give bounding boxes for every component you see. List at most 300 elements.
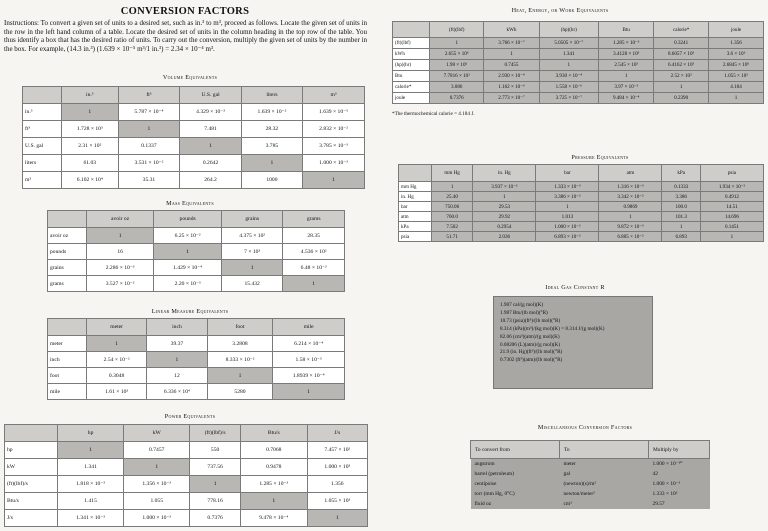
table-cell: 42: [649, 469, 710, 479]
table-cell: 1.356 × 10⁻³: [124, 476, 190, 493]
table-cell: 1: [662, 222, 700, 232]
table-cell: 3.97 × 10⁻³: [599, 82, 654, 93]
col-header: avoir oz: [87, 211, 154, 228]
table-cell: 61.03: [62, 155, 119, 172]
table-row: [393, 71, 764, 82]
table-cell: 5.0505 × 10⁻⁷: [539, 38, 599, 49]
col-header: inch: [147, 319, 207, 336]
col-header: liters: [241, 87, 302, 104]
corner-cell: [393, 22, 430, 38]
table-cell: 3.725 × 10⁻⁷: [539, 93, 599, 104]
table-row: [471, 469, 710, 479]
table-cell: 2.20 × 10⁻³: [154, 276, 222, 292]
table-cell: 1.728 × 10³: [62, 121, 119, 138]
table-cell: 1.162 × 10⁻⁶: [484, 82, 539, 93]
table-cell: 1.639 × 10⁻²: [241, 104, 302, 121]
table-row: [48, 384, 345, 400]
table-cell: 4.329 × 10⁻³: [180, 104, 241, 121]
misc-caption: Miscellaneous Conversion Factors: [537, 424, 633, 431]
linear-table: [47, 318, 345, 400]
row-header: calorie*: [393, 82, 430, 93]
col-header: hp: [58, 425, 124, 442]
table-row: [23, 155, 365, 172]
calorie-footnote: *The thermochemical calorie = 4.184 J.: [392, 111, 475, 117]
table-cell: 1: [599, 71, 654, 82]
table-cell: 2.54 × 10⁻²: [87, 352, 147, 368]
table-cell: (newton)(s)/m²: [560, 479, 649, 489]
corner-cell: [23, 87, 62, 104]
table-cell: 28.32: [241, 121, 302, 138]
row-header: foot: [48, 368, 87, 384]
col-header: in. Hg: [473, 165, 536, 182]
table-cell: 3.2808: [207, 336, 273, 352]
table-cell: 6.214 × 10⁻⁴: [273, 336, 345, 352]
table-cell: 6.336 × 10⁴: [147, 384, 207, 400]
col-header: mile: [273, 319, 345, 336]
table-cell: 3.937 × 10⁻²: [473, 182, 536, 192]
col-header: mm Hg: [432, 165, 473, 182]
table-cell: 1.341: [539, 49, 599, 60]
row-header: mile: [48, 384, 87, 400]
row-header: pounds: [48, 244, 87, 260]
table-cell: 1: [432, 182, 473, 192]
table-row: [23, 138, 365, 155]
gas-constant-line: 10.73 (psia)(ft³)/(lb mol)(°R): [500, 317, 561, 324]
table-cell: 2.545 × 10³: [599, 60, 654, 71]
table-cell: 0.3241: [654, 38, 709, 49]
col-header: atm: [599, 165, 662, 182]
table-cell: 8.333 × 10⁻²: [207, 352, 273, 368]
table-cell: 2.832 × 10⁻²: [303, 121, 365, 138]
row-header: ft³: [23, 121, 62, 138]
table-cell: 16: [87, 244, 154, 260]
table-cell: 0.3048: [87, 368, 147, 384]
table-row: [393, 38, 764, 49]
table-cell: 1.055: [124, 493, 190, 510]
table-row: [48, 352, 345, 368]
row-header: atm: [399, 212, 432, 222]
row-header: grams: [48, 276, 87, 292]
table-cell: 2.286 × 10⁻³: [87, 260, 154, 276]
table-cell: 1.333 × 10²: [649, 489, 710, 499]
table-cell: 1: [273, 384, 345, 400]
table-cell: 1: [303, 172, 365, 189]
table-cell: 1: [58, 442, 124, 459]
table-cell: 750.06: [432, 202, 473, 212]
table-row: [393, 49, 764, 60]
linear-caption: Linear Measure Equivalents: [151, 308, 229, 315]
row-header: J/s: [5, 510, 58, 527]
table-row: [5, 442, 368, 459]
table-row: [393, 82, 764, 93]
table-cell: 14.696: [700, 212, 763, 222]
col-header: grams: [283, 211, 345, 228]
row-header: (hp)(hr): [393, 60, 430, 71]
table-cell: centipoise: [471, 479, 560, 489]
table-row: [48, 276, 345, 292]
row-header: inch: [48, 352, 87, 368]
table-cell: 7 × 10³: [222, 244, 283, 260]
corner-cell: [48, 211, 87, 228]
table-cell: 1000: [241, 172, 302, 189]
table-cell: 6.805 × 10⁻²: [599, 232, 662, 242]
table-row: [48, 260, 345, 276]
table-cell: 1.934 × 10⁻²: [700, 182, 763, 192]
table-cell: 1.61 × 10³: [87, 384, 147, 400]
table-row: [48, 228, 345, 244]
table-cell: 12: [147, 368, 207, 384]
table-cell: 4.536 × 10²: [283, 244, 345, 260]
table-cell: 1.316 × 10⁻³: [599, 182, 662, 192]
table-row: [399, 212, 764, 222]
row-header: bar: [399, 202, 432, 212]
table-row: [399, 202, 764, 212]
table-cell: 1.429 × 10⁻⁴: [154, 260, 222, 276]
gas-constant-caption: Ideal Gas Constant R: [545, 284, 605, 291]
table-cell: 1: [430, 38, 484, 49]
table-cell: 1: [700, 232, 763, 242]
table-cell: 7.7816 × 10²: [430, 71, 484, 82]
table-row: [5, 510, 368, 527]
table-cell: 0.4912: [700, 192, 763, 202]
table-row: [23, 104, 365, 121]
col-header: foot: [207, 319, 273, 336]
table-cell: 6.102 × 10⁴: [62, 172, 119, 189]
corner-cell: [5, 425, 58, 442]
table-cell: 5280: [207, 384, 273, 400]
col-header: joule: [709, 22, 764, 38]
table-cell: 1.285 × 10⁻³: [240, 476, 307, 493]
col-header: bar: [536, 165, 599, 182]
table-row: [48, 368, 345, 384]
table-cell: 1: [484, 49, 539, 60]
table-cell: 737.56: [190, 459, 241, 476]
table-cell: 0.1333: [662, 182, 700, 192]
table-cell: 1.415: [58, 493, 124, 510]
corner-cell: [399, 165, 432, 182]
col-header: U.S. gal: [180, 87, 241, 104]
table-cell: 1.000 × 10⁻³: [124, 510, 190, 527]
corner-cell: [48, 319, 87, 336]
table-cell: 0.2642: [180, 155, 241, 172]
energy-caption: Heat, Energy, or Work Equivalents: [511, 7, 609, 14]
row-header: hp: [5, 442, 58, 459]
col-header: (hp)(hr): [539, 22, 599, 38]
table-row: [5, 459, 368, 476]
table-cell: 1.000 × 10³: [307, 459, 367, 476]
col-header: Btu: [599, 22, 654, 38]
col-header: (ft)(lbf)/s: [190, 425, 241, 442]
table-cell: 7.481: [180, 121, 241, 138]
table-cell: 3.527 × 10⁻²: [87, 276, 154, 292]
table-cell: 2.655 × 10⁶: [430, 49, 484, 60]
table-cell: 14.51: [700, 202, 763, 212]
table-cell: 1.8939 × 10⁻⁴: [273, 368, 345, 384]
row-header: liters: [23, 155, 62, 172]
table-cell: 51.71: [432, 232, 473, 242]
table-cell: 1: [180, 138, 241, 155]
row-header: meter: [48, 336, 87, 352]
table-cell: 0.9869: [599, 202, 662, 212]
table-cell: 264.2: [180, 172, 241, 189]
table-cell: 2.773 × 10⁻⁷: [484, 93, 539, 104]
gas-constant-line: 0.08206 (L)(atm)/(g mol)(K): [500, 341, 561, 348]
table-cell: 1: [154, 244, 222, 260]
table-cell: 3.4128 × 10³: [599, 49, 654, 60]
table-cell: 0.7376: [190, 510, 241, 527]
table-cell: 1.055 × 10³: [307, 493, 367, 510]
table-cell: 3.342 × 10⁻²: [599, 192, 662, 202]
table-cell: 9.872 × 10⁻³: [599, 222, 662, 232]
table-cell: 1: [709, 93, 764, 104]
table-row: [399, 232, 764, 242]
row-header: joule: [393, 93, 430, 104]
table-cell: 0.7376: [430, 93, 484, 104]
col-header: m³: [303, 87, 365, 104]
table-cell: 1: [283, 276, 345, 292]
table-cell: 0.9478: [240, 459, 307, 476]
table-cell: 0.2390: [654, 93, 709, 104]
gas-constant-line: 8.314 (kPa)(m³)/(kg mol)(K) = 8.314 J/(g mol)(K): [500, 325, 605, 332]
row-header: in.³: [23, 104, 62, 121]
row-header: kPa: [399, 222, 432, 232]
row-header: (ft)(lbf): [393, 38, 430, 49]
table-cell: 8.6057 × 10⁵: [654, 49, 709, 60]
row-header: Btu/s: [5, 493, 58, 510]
gas-constant-line: 21.9 (in. Hg)(ft³)/(lb mol)(°R): [500, 349, 563, 356]
table-cell: 550: [190, 442, 241, 459]
table-cell: 1.341 × 10⁻³: [58, 510, 124, 527]
table-cell: 2.6845 × 10⁶: [709, 60, 764, 71]
table-cell: 1.818 × 10⁻³: [58, 476, 124, 493]
table-cell: 1: [87, 336, 147, 352]
col-header: (ft)(lbf): [430, 22, 484, 38]
table-cell: barrel (petroleum): [471, 469, 560, 479]
table-cell: 2.52 × 10²: [654, 71, 709, 82]
table-cell: fluid oz: [471, 499, 560, 509]
col-header: calorie*: [654, 22, 709, 38]
table-cell: torr (mm Hg, 0°C): [471, 489, 560, 499]
table-row: [48, 244, 345, 260]
mass-caption: Mass Equivalents: [166, 200, 214, 207]
table-cell: 100.0: [662, 202, 700, 212]
table-cell: 5.787 × 10⁻⁴: [118, 104, 180, 121]
table-cell: angstrom: [471, 459, 560, 469]
pressure-table: [398, 164, 764, 242]
col-header: pounds: [154, 211, 222, 228]
col-header: To: [560, 441, 649, 459]
row-header: mm Hg: [399, 182, 432, 192]
table-cell: 35.31: [118, 172, 180, 189]
col-header: To convert from: [471, 441, 560, 459]
table-cell: 0.2954: [473, 222, 536, 232]
table-row: [393, 60, 764, 71]
table-cell: 778.16: [190, 493, 241, 510]
row-header: Btu: [393, 71, 430, 82]
table-cell: 1.98 × 10⁶: [430, 60, 484, 71]
row-header: kW: [5, 459, 58, 476]
table-cell: 3.086: [430, 82, 484, 93]
table-cell: 6.893 × 10⁻²: [536, 232, 599, 242]
table-cell: 1: [124, 459, 190, 476]
gas-constant-line: 0.7302 (ft³)(atm)/(lb mol)(°R): [500, 357, 563, 364]
table-cell: 6.48 × 10⁻²: [283, 260, 345, 276]
col-header: ft³: [118, 87, 180, 104]
table-cell: 3.766 × 10⁻⁷: [484, 38, 539, 49]
table-cell: 9.478 × 10⁻⁴: [240, 510, 307, 527]
gas-constant-line: 1.987 cal/(g mol)(K): [500, 302, 544, 308]
col-header: kWh: [484, 22, 539, 38]
col-header: kPa: [662, 165, 700, 182]
table-row: [471, 479, 710, 489]
table-cell: 1: [222, 260, 283, 276]
volume-table: [22, 86, 365, 189]
table-cell: 1: [654, 82, 709, 93]
col-header: grains: [222, 211, 283, 228]
table-cell: 1.055 × 10³: [709, 71, 764, 82]
table-cell: 1: [190, 476, 241, 493]
table-cell: 6.25 × 10⁻²: [154, 228, 222, 244]
col-header: J/s: [307, 425, 367, 442]
table-cell: 2.31 × 10²: [62, 138, 119, 155]
table-cell: 2.930 × 10⁻⁴: [484, 71, 539, 82]
table-cell: 7.457 × 10²: [307, 442, 367, 459]
table-row: [23, 172, 365, 189]
table-cell: 1: [118, 121, 180, 138]
table-cell: 1.000 × 10⁻³: [649, 479, 710, 489]
table-cell: 6.4162 × 10⁵: [654, 60, 709, 71]
col-header: Btu/s: [240, 425, 307, 442]
power-table: [4, 424, 368, 527]
table-cell: 1.341: [58, 459, 124, 476]
page-title: CONVERSION FACTORS: [120, 6, 250, 17]
table-cell: 28.35: [283, 228, 345, 244]
table-row: [399, 192, 764, 202]
table-cell: 1.58 × 10⁻⁵: [273, 352, 345, 368]
table-cell: 0.1337: [118, 138, 180, 155]
table-cell: 1: [539, 60, 599, 71]
table-cell: 1: [62, 104, 119, 121]
instructions-text: Instructions: To convert a given set of units to a desired set, such as in.³ to m³, proceed as follows. Locate the given set of units in the row in the left hand column of a table. Locate the desired set of units in the column heading in the top row of the table. You thus identify a box that has the desired ratio of units. To carry out the conversion, multiply the given set of units by the number in the box. For example, (14.3 in.³) (1.639 × 10⁻⁵ m³/1 in.³) = 2.34 × 10⁻⁴ m³.: [4, 19, 367, 53]
table-row: [23, 121, 365, 138]
table-cell: 1: [240, 493, 307, 510]
table-cell: 3.785 × 10⁻³: [303, 138, 365, 155]
col-header: in.³: [62, 87, 119, 104]
table-cell: 29.57: [649, 499, 710, 509]
row-header: U.S. gal: [23, 138, 62, 155]
table-cell: 1.000 × 10⁻³: [303, 155, 365, 172]
table-cell: 1: [473, 192, 536, 202]
row-header: (ft)(lbf)/s: [5, 476, 58, 493]
misc-table: [470, 440, 710, 509]
row-header: m³: [23, 172, 62, 189]
table-cell: 39.37: [147, 336, 207, 352]
table-cell: 1.356: [307, 476, 367, 493]
table-cell: 1.000 × 10⁻¹⁰: [649, 459, 710, 469]
table-cell: 4.184: [709, 82, 764, 93]
table-cell: meter: [560, 459, 649, 469]
table-cell: 3.386 × 10⁻²: [536, 192, 599, 202]
volume-caption: Volume Equivalents: [162, 74, 218, 81]
table-cell: 0.7068: [240, 442, 307, 459]
table-cell: 0.1451: [700, 222, 763, 232]
row-header: grains: [48, 260, 87, 276]
table-cell: 1.013: [536, 212, 599, 222]
table-cell: 29.92: [473, 212, 536, 222]
table-cell: 3.785: [241, 138, 302, 155]
row-header: kWh: [393, 49, 430, 60]
table-row: [5, 493, 368, 510]
table-row: [471, 489, 710, 499]
table-cell: 1: [536, 202, 599, 212]
table-cell: 1.000 × 10⁻²: [536, 222, 599, 232]
table-row: [393, 93, 764, 104]
table-cell: 0.7457: [124, 442, 190, 459]
table-cell: 0.7455: [484, 60, 539, 71]
table-cell: 760.0: [432, 212, 473, 222]
table-cell: newton/meter²: [560, 489, 649, 499]
table-row: [5, 476, 368, 493]
table-cell: 1: [87, 228, 154, 244]
col-header: Multiply by: [649, 441, 710, 459]
table-cell: cm³: [560, 499, 649, 509]
table-cell: 7.502: [432, 222, 473, 232]
energy-table: [392, 21, 764, 104]
table-cell: 3.386: [662, 192, 700, 202]
gas-constant-line: 1.987 Btu/(lb mol)(°R): [500, 309, 548, 316]
gas-constant-line: 82.06 (cm³)(atm)/(g mol)(K): [500, 333, 560, 340]
table-cell: 1: [307, 510, 367, 527]
table-cell: 3.930 × 10⁻⁴: [539, 71, 599, 82]
table-cell: 3.6 × 10⁶: [709, 49, 764, 60]
gas-constant-box: [493, 296, 653, 389]
col-header: psia: [700, 165, 763, 182]
pressure-caption: Pressure Equivalents: [571, 154, 629, 161]
table-cell: gal: [560, 469, 649, 479]
table-cell: 1.639 × 10⁻⁵: [303, 104, 365, 121]
table-cell: 6.893: [662, 232, 700, 242]
table-cell: 1: [599, 212, 662, 222]
table-cell: 9.484 × 10⁻⁴: [599, 93, 654, 104]
table-cell: 1.333 × 10⁻³: [536, 182, 599, 192]
table-cell: 4.375 × 10²: [222, 228, 283, 244]
table-cell: 25.40: [432, 192, 473, 202]
table-cell: 1: [241, 155, 302, 172]
row-header: in. Hg: [399, 192, 432, 202]
table-cell: 29.53: [473, 202, 536, 212]
table-cell: 1.558 × 10⁻⁶: [539, 82, 599, 93]
table-row: [471, 499, 710, 509]
row-header: psia: [399, 232, 432, 242]
row-header: avoir oz: [48, 228, 87, 244]
table-cell: 2.036: [473, 232, 536, 242]
table-row: [48, 336, 345, 352]
table-cell: 101.3: [662, 212, 700, 222]
table-cell: 15.432: [222, 276, 283, 292]
table-cell: 1.285 × 10⁻³: [599, 38, 654, 49]
table-cell: 1.356: [709, 38, 764, 49]
power-caption: Power Equivalents: [164, 413, 216, 420]
table-cell: 3.531 × 10⁻²: [118, 155, 180, 172]
col-header: kW: [124, 425, 190, 442]
mass-table: [47, 210, 345, 292]
table-row: [399, 222, 764, 232]
col-header: meter: [87, 319, 147, 336]
table-cell: 1: [147, 352, 207, 368]
table-row: [471, 459, 710, 469]
table-row: [399, 182, 764, 192]
table-cell: 1: [207, 368, 273, 384]
